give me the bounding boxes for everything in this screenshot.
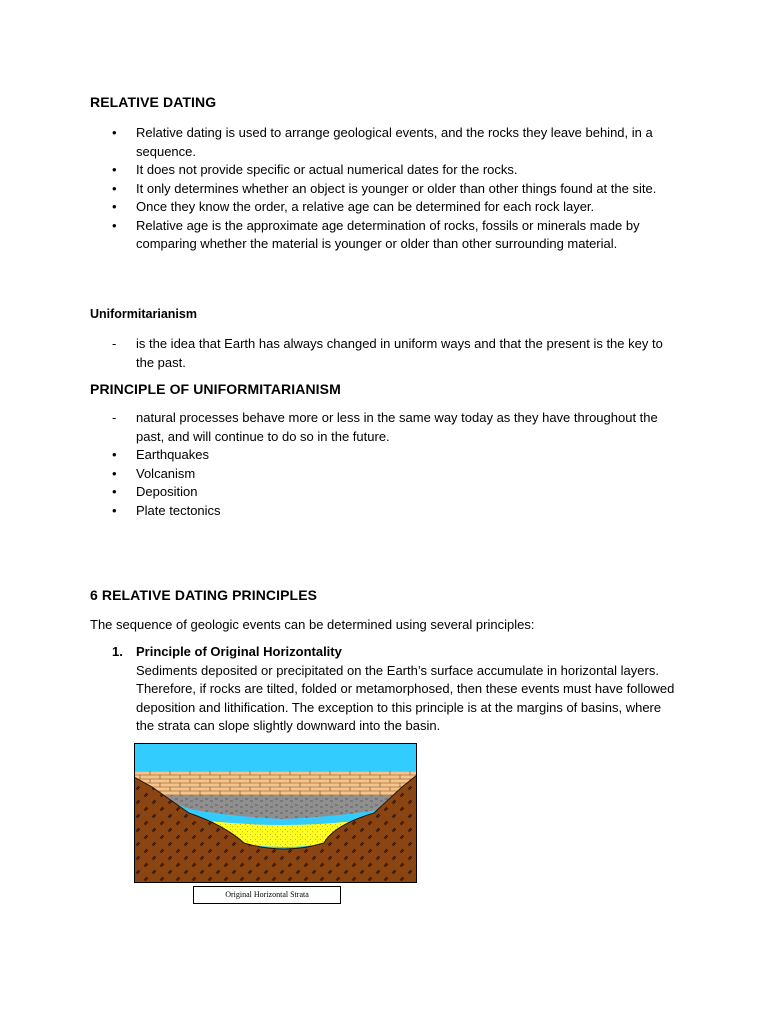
uniformitarianism-definition <box>112 335 682 372</box>
list-item <box>112 161 682 180</box>
list-item-text: is the idea that Earth has always changed in uniform ways and that the present is the key to the past. <box>136 336 663 370</box>
list-item-text: Relative age is the approximate age determination of rocks, fossils or minerals made by comparing whether the material is younger or older than other surrounding material. <box>136 217 640 251</box>
dash-marker: - <box>112 410 117 425</box>
heading-principle-uniformitarianism: PRINCIPLE OF UNIFORMITARIANISM <box>90 381 341 397</box>
list-item <box>112 502 682 521</box>
bullet-marker: • <box>112 484 117 499</box>
principle-item-original-horizontality <box>112 643 682 736</box>
dash-marker: - <box>112 336 117 351</box>
principle-body: Sediments deposited or precipitated on the Earth’s surface accumulate in horizontal layers. Therefore, if rocks are tilted, folded or metamorphosed, then these events must have followed deposition and lithification. The exception to this principle is at the margins of basins, where the strata can slope slightly downward into the basin. <box>136 662 675 733</box>
list-item-text: Earthquakes <box>136 447 209 462</box>
list-item-text: natural processes behave more or less in the same way today as they have throughout the past, and will continue to do so in the future. <box>136 410 658 444</box>
brick-strata-layer <box>134 771 417 795</box>
original-horizontal-strata-figure <box>134 743 417 883</box>
bullet-marker: • <box>112 199 117 214</box>
heading-dating-principles: 6 RELATIVE DATING PRINCIPLES <box>90 587 318 603</box>
relative-dating-bullets <box>112 124 682 254</box>
list-item <box>112 409 682 446</box>
bullet-marker: • <box>112 217 117 233</box>
heading-uniformitarianism: Uniformitarianism <box>90 307 197 321</box>
bullet-marker: • <box>112 180 117 196</box>
figure-caption: Original Horizontal Strata <box>193 886 341 904</box>
bullet-marker: • <box>112 447 117 462</box>
list-item-text: It only determines whether an object is younger or older than other things found at the site. <box>136 180 657 196</box>
list-item-text: Deposition <box>136 484 198 499</box>
list-item-text: Plate tectonics <box>136 502 221 518</box>
principle-title: Principle of Original Horizontality <box>136 644 342 659</box>
list-item-text: Relative dating is used to arrange geological events, and the rocks they leave behind, in a sequence. <box>136 125 653 159</box>
heading-relative-dating: RELATIVE DATING <box>90 94 217 110</box>
bullet-marker: • <box>112 125 117 140</box>
bullet-marker: • <box>112 162 117 177</box>
list-item <box>112 217 682 254</box>
list-item-text: Volcanism <box>136 465 196 481</box>
list-item-text: It does not provide specific or actual numerical dates for the rocks. <box>136 162 518 177</box>
list-item <box>112 180 682 199</box>
principle-number: 1. <box>112 644 123 659</box>
bullet-marker: • <box>112 502 117 518</box>
list-item <box>112 335 682 372</box>
bullet-marker: • <box>112 465 117 481</box>
list-item-text: Once they know the order, a relative age can be determined for each rock layer. <box>136 199 595 214</box>
list-item <box>112 465 682 484</box>
list-item <box>112 446 682 465</box>
principle-uniformitarianism-list <box>112 409 682 520</box>
list-item <box>112 124 682 161</box>
list-item <box>112 483 682 502</box>
dating-principles-intro: The sequence of geologic events can be determined using several principles: <box>90 617 535 632</box>
list-item <box>112 198 682 217</box>
